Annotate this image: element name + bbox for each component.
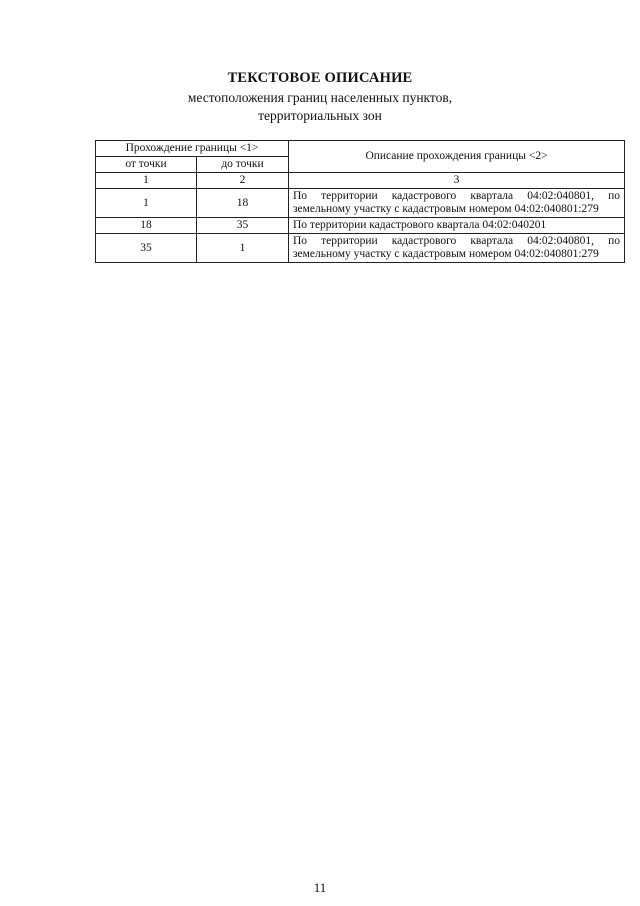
page-subtitle-line-2: территориальных зон [258, 108, 382, 123]
table-row [96, 234, 625, 263]
table-row [96, 189, 625, 218]
cell-description: По территории кадастрового квартала 04:02:040201 [289, 218, 625, 234]
header-boundary-passage: Прохождение границы <1> [96, 141, 289, 157]
cell-to-point: 35 [197, 218, 289, 234]
table-header-row [96, 141, 625, 157]
cell-to-point: 1 [197, 234, 289, 263]
cell-description: По территории кадастрового квартала 04:02:040801, по земельному участку с кадастровым номером 04:02:040801:279 [289, 189, 625, 218]
header-to-point: до точки [197, 157, 289, 173]
cell-to-point: 18 [197, 189, 289, 218]
cell-from-point: 1 [96, 189, 197, 218]
page-number: 11 [313, 880, 327, 895]
page-subtitle-line-1: местоположения границ населенных пунктов, [187, 90, 453, 105]
column-number: 3 [289, 173, 625, 189]
header-description: Описание прохождения границы <2> [289, 141, 625, 173]
cell-description: По территории кадастрового квартала 04:02:040801, по земельному участку с кадастровым номером 04:02:040801:279 [289, 234, 625, 263]
column-number-row [96, 173, 625, 189]
page-title: ТЕКСТОВОЕ ОПИСАНИЕ [227, 70, 413, 86]
cell-from-point: 35 [96, 234, 197, 263]
table-row [96, 218, 625, 234]
column-number: 2 [197, 173, 289, 189]
boundary-description-table [95, 140, 625, 263]
cell-from-point: 18 [96, 218, 197, 234]
column-number: 1 [96, 173, 197, 189]
header-from-point: от точки [96, 157, 197, 173]
